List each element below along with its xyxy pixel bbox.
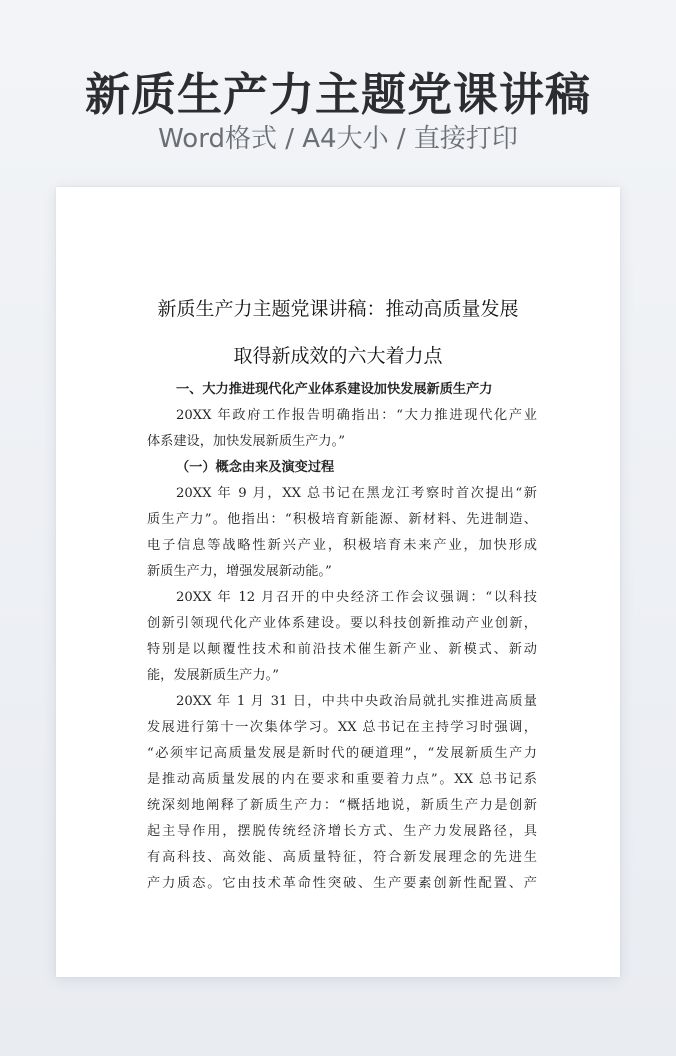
subsection-heading: （一）概念由来及演变过程	[176, 460, 335, 475]
document-page	[56, 187, 620, 977]
document-title-line-2: 取得新成效的六大着力点	[233, 345, 443, 367]
paragraph-line: 发展进行第十一次集体学习。XX 总书记在主持学习时强调，	[147, 720, 537, 735]
paragraph-line: 统深刻地阐释了新质生产力：“概括地说，新质生产力是创新	[147, 798, 537, 813]
paragraph-line: 质生产力”。他指出：“积极培育新能源、新材料、先进制造、	[147, 512, 537, 527]
paragraph-line: 新质生产力，增强发展新动能。”	[147, 564, 332, 579]
paragraph-line: 20XX 年 9 月，XX 总书记在黑龙江考察时首次提出“新	[176, 486, 537, 501]
paragraph-line: 电子信息等战略性新兴产业，积极培育未来产业，加快形成	[147, 538, 537, 553]
paragraph-line: 能，发展新质生产力。”	[147, 668, 280, 683]
paragraph-line: 创新引领现代化产业体系建设。要以科技创新推动产业创新，	[147, 616, 537, 631]
paragraph-line: “必须牢记高质量发展是新时代的硬道理”，“发展新质生产力	[147, 746, 537, 761]
document-body	[147, 377, 537, 897]
banner-title: 新质生产力主题党课讲稿	[84, 68, 591, 121]
paragraph-line: 20XX 年政府工作报告明确指出：“大力推进现代化产业	[176, 408, 537, 423]
paragraph-line: 20XX 年 12 月召开的中央经济工作会议强调：“以科技	[176, 590, 537, 605]
paragraph-line: 是推动高质量发展的内在要求和重要着力点”。XX 总书记系	[147, 772, 537, 787]
document-title-line-1: 新质生产力主题党课讲稿：推动高质量发展	[157, 298, 519, 320]
section-heading: 一、大力推进现代化产业体系建设加快发展新质生产力	[176, 382, 493, 397]
paragraph-line: 产力质态。它由技术革命性突破、生产要素创新性配置、产	[147, 876, 537, 891]
paragraph-line: 20XX 年 1 月 31 日，中共中央政治局就扎实推进高质量	[176, 694, 537, 709]
paragraph-line: 特别是以颠覆性技术和前沿技术催生新产业、新模式、新动	[147, 642, 537, 657]
paragraph-line: 有高科技、高效能、高质量特征，符合新发展理念的先进生	[147, 850, 537, 865]
banner-subtitle: Word格式 / A4大小 / 直接打印	[158, 124, 518, 154]
paragraph-line: 起主导作用，摆脱传统经济增长方式、生产力发展路径，具	[147, 824, 537, 839]
paragraph-line: 体系建设，加快发展新质生产力。”	[147, 434, 345, 449]
